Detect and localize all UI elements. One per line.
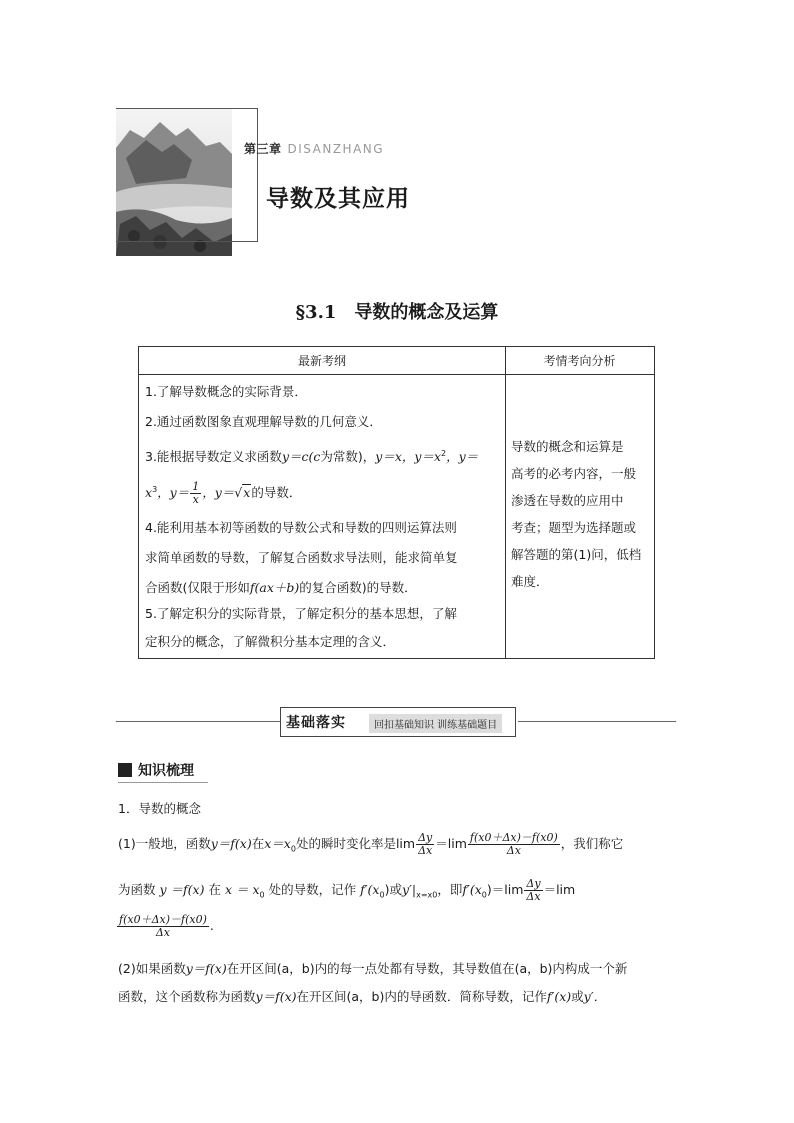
paragraph-1-line-3: $\frac{f(x0+\Delta x)-f(x0)}{\Delta x}$ . <box>119 913 214 939</box>
banner-rule-left <box>116 721 280 722</box>
basics-banner <box>280 707 516 737</box>
fraction-difference-quotient: $\frac{f(x0+\Delta x)-f(x0)}{\Delta x}$ <box>469 831 558 857</box>
section-title: §3.1 导数的概念及运算 <box>295 302 499 323</box>
analysis-line: 难度． <box>511 574 549 589</box>
fraction-delta-y-over-delta-x: $\frac{\Delta y}{\Delta x}$ <box>418 831 433 857</box>
banner-rule-right <box>518 721 676 722</box>
fraction-one-over-x: $\frac{1}{x}$ <box>192 480 200 507</box>
paragraph-2-line-2: 函数，这个函数称为函数y＝f(x)在开区间(a，b)内的导函数．简称导数，记作f′(x)或y′． <box>118 989 607 1004</box>
analysis-line: 考查；题型为选择题或 <box>511 520 637 535</box>
analysis-line: 高考的必考内容，一般 <box>511 466 637 481</box>
syllabus-item-4-line3: 合函数(仅限于形如f(ax＋b)的复合函数)的导数． <box>145 580 417 595</box>
syllabus-item-4: 4.能利用基本初等函数的导数公式和导数的四则运算法则 <box>145 520 457 535</box>
knowledge-heading: 知识梳理 <box>118 760 194 780</box>
fraction-delta-y-over-delta-x-2: $\frac{\Delta y}{\Delta x}$ <box>526 877 541 903</box>
banner-tag: 回扣基础知识 训练基础题目 <box>369 714 502 733</box>
table-column-divider <box>505 347 506 658</box>
heading-underline <box>118 782 208 783</box>
paragraph-2-line-1: (2)如果函数y＝f(x)在开区间(a，b)内的每一点处都有导数，其导数值在(a，b)内构成一个新 <box>118 961 628 976</box>
syllabus-item-2: 2.通过函数图象直观理解导数的几何意义． <box>145 414 382 429</box>
syllabus-item-4-line2: 求简单函数的导数，了解复合函数求导法则，能求简单复 <box>145 550 458 565</box>
fraction-difference-quotient-2: $\frac{f(x0+\Delta x)-f(x0)}{\Delta x}$ <box>119 913 207 939</box>
point-1-title: 1．导数的概念 <box>118 801 201 816</box>
syllabus-item-3-cont: $x^3$，y＝ $\frac{1}{x}$ ，y＝√x的导数． <box>145 480 302 507</box>
analysis-line: 导数的概念和运算是 <box>511 439 624 454</box>
table-header-syllabus: 最新考纲 <box>139 347 505 375</box>
analysis-line: 渗透在导数的应用中 <box>511 493 624 508</box>
syllabus-item-1: 1.了解导数概念的实际背景． <box>145 384 307 399</box>
chapter-pinyin: DISANZHANG <box>287 142 385 156</box>
syllabus-table <box>138 346 655 659</box>
syllabus-item-5-line2: 定积分的概念，了解微积分基本定理的含义． <box>145 634 396 649</box>
analysis-line: 解答题的第(1)问，低档 <box>511 547 642 562</box>
table-header-analysis: 考情考向分析 <box>505 347 654 375</box>
chapter-frame <box>116 108 258 242</box>
chapter-label <box>244 140 384 157</box>
chapter-number: 第三章 <box>244 142 282 156</box>
banner-title: 基础落实 <box>286 715 346 731</box>
syllabus-item-3: 3.能根据导数定义求函数y＝c(c为常数)，y＝x，$y=x^2$，y＝ <box>145 449 479 465</box>
chapter-title: 导数及其应用 <box>266 186 410 212</box>
paragraph-1-line-1: (1)一般地，函数y＝f(x)在$x=x_0$处的瞬时变化率是lim $\frac{\Delta y}{\Delta x}$ ＝lim $\frac{f(x0+\Delta x)-f(x0)}{\Delta x}$ ，我们称它 <box>118 831 624 857</box>
heading-square-icon <box>118 763 132 777</box>
paragraph-1-line-2: 为函数 y ＝f(x) 在 $x = x_0$ 处的导数，记作 $f'(x_0)$或$y'|_{x=x0}$，即$f'(x_0)=\lim$ $\frac{\Delta y}{\Delta x}$ ＝lim <box>118 877 576 903</box>
analysis-text <box>511 433 651 595</box>
syllabus-item-5: 5.了解定积分的实际背景，了解定积分的基本思想，了解 <box>145 606 457 621</box>
